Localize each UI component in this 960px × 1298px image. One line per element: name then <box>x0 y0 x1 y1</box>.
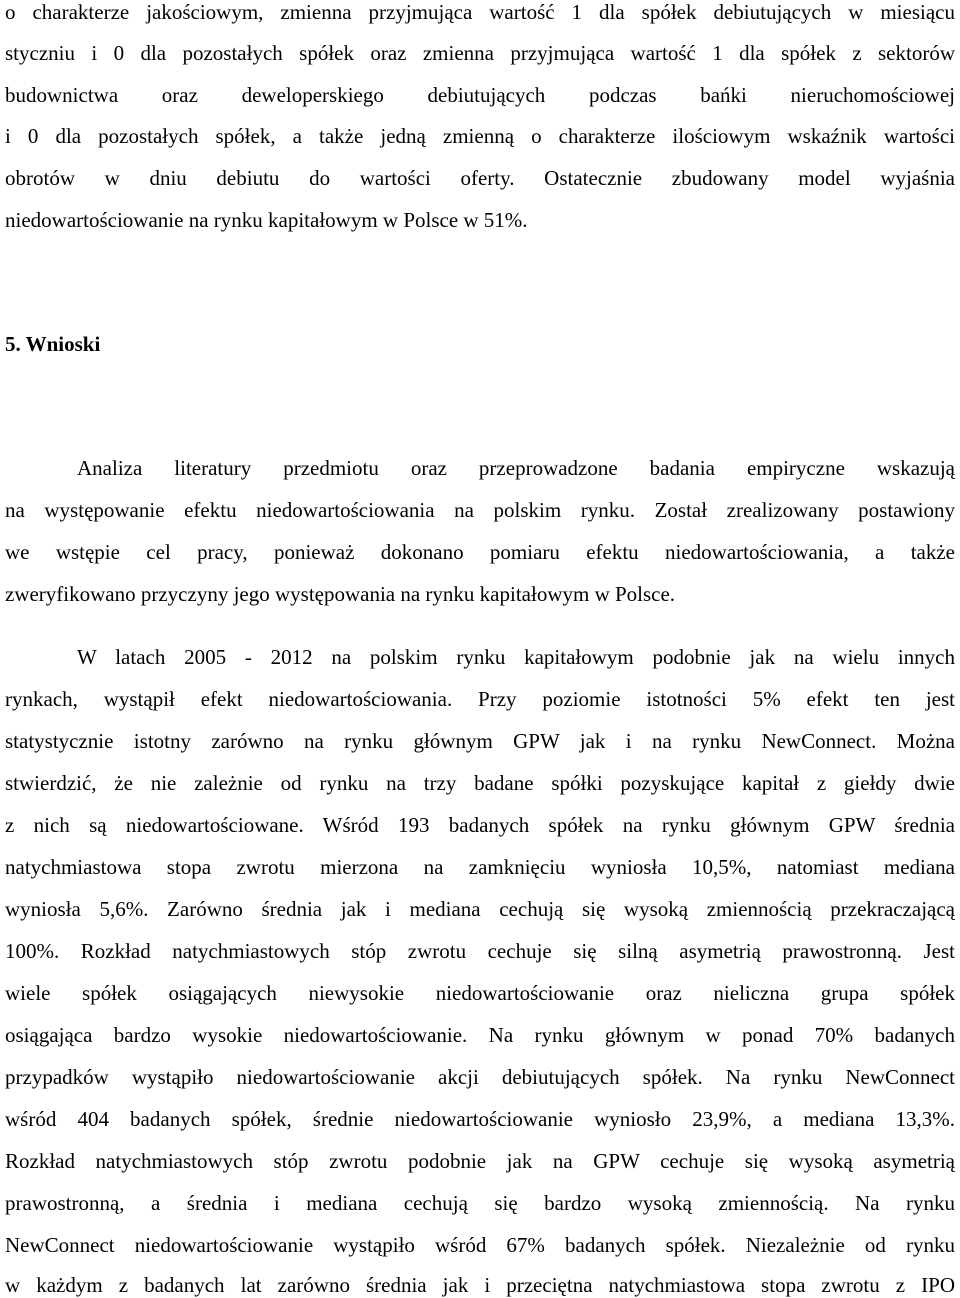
paragraph-line: styczniu i 0 dla pozostałych spółek oraz zmienna przyjmująca wartość 1 dla spółek z sektorów <box>5 41 955 65</box>
paragraph-line: osiągająca bardzo wysokie niedowartościowanie. Na rynku głównym w ponad 70% badanych <box>5 1023 955 1047</box>
paragraph-line: rynkach, wystąpił efekt niedowartościowania. Przy poziomie istotności 5% efekt ten jest <box>5 687 955 711</box>
paragraph-line: przypadków wystąpiło niedowartościowanie akcji debiutujących spółek. Na rynku NewConnect <box>5 1065 955 1089</box>
paragraph-line: 100%. Rozkład natychmiastowych stóp zwrotu cechuje się silną asymetrią prawostronną. Jest <box>5 939 955 963</box>
paragraph-line: i 0 dla pozostałych spółek, a także jedną zmienną o charakterze ilościowym wskaźnik wartości <box>5 124 955 148</box>
paragraph-line: na występowanie efektu niedowartościowania na polskim rynku. Został zrealizowany postawiony <box>5 498 955 522</box>
section-heading: 5. Wnioski <box>5 332 101 356</box>
paragraph-line: we wstępie cel pracy, ponieważ dokonano pomiaru efektu niedowartościowania, a także <box>5 540 955 564</box>
paragraph-line: NewConnect niedowartościowanie wystąpiło wśród 67% badanych spółek. Niezależnie od rynku <box>5 1233 955 1257</box>
paragraph-line: stwierdzić, że nie zależnie od rynku na trzy badane spółki pozyskujące kapitał z giełdy dwie <box>5 771 955 795</box>
paragraph-line: z nich są niedowartościowane. Wśród 193 badanych spółek na rynku głównym GPW średnia <box>5 813 955 837</box>
paragraph-line: natychmiastowa stopa zwrotu mierzona na zamknięciu wyniosła 10,5%, natomiast mediana <box>5 855 955 879</box>
paragraph-line: obrotów w dniu debiutu do wartości oferty. Ostatecznie zbudowany model wyjaśnia <box>5 166 955 190</box>
paragraph-line: prawostronną, a średnia i mediana cechują się bardzo wysoką zmiennością. Na rynku <box>5 1191 955 1215</box>
paragraph-line: wyniosła 5,6%. Zarówno średnia jak i mediana cechują się wysoką zmiennością przekraczającą <box>5 897 955 921</box>
paragraph-line: Rozkład natychmiastowych stóp zwrotu podobnie jak na GPW cechuje się wysoką asymetrią <box>5 1149 955 1173</box>
paragraph-line: Analiza literatury przedmiotu oraz przeprowadzone badania empiryczne wskazują <box>77 456 955 480</box>
paragraph-line: wiele spółek osiągających niewysokie niedowartościowanie oraz nieliczna grupa spółek <box>5 981 955 1005</box>
paragraph-line: budownictwa oraz deweloperskiego debiutujących podczas bańki nieruchomościowej <box>5 83 955 107</box>
paragraph-line: wśród 404 badanych spółek, średnie niedowartościowanie wyniosło 23,9%, a mediana 13,3%. <box>5 1107 955 1131</box>
paragraph-line: o charakterze jakościowym, zmienna przyjmująca wartość 1 dla spółek debiutujących w miesiącu <box>5 0 955 24</box>
paragraph-line: zweryfikowano przyczyny jego występowania na rynku kapitałowym w Polsce. <box>5 582 676 606</box>
paragraph-line: W latach 2005 - 2012 na polskim rynku kapitałowym podobnie jak na wielu innych <box>77 645 955 669</box>
paragraph-line: statystycznie istotny zarówno na rynku głównym GPW jak i na rynku NewConnect. Można <box>5 729 955 753</box>
paragraph-line: niedowartościowanie na rynku kapitałowym w Polsce w 51%. <box>5 208 528 232</box>
paragraph-line: w każdym z badanych lat zarówno średnia jak i przeciętna natychmiastowa stopa zwrotu z IPO <box>5 1273 955 1297</box>
